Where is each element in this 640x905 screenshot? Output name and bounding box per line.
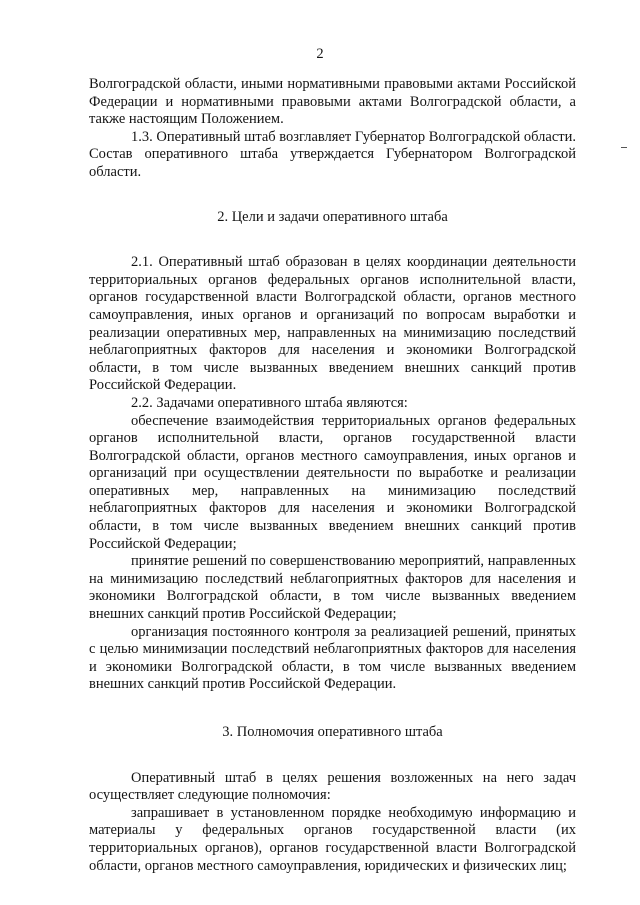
list-item-3-a: запрашивает в установленном порядке необходимую информацию и материалы у федеральных органов государственной власти (их территориальных органов), органов государственной власти Волгоградской области, органов местного самоуправления, юридических и физических лиц; bbox=[89, 804, 576, 874]
section-3-title: 3. Полномочия оперативного штаба bbox=[222, 724, 443, 740]
page-number: 2 bbox=[316, 46, 324, 62]
paragraph-2-1: 2.1. Оперативный штаб образован в целях координации деятельности территориальных органов федеральных органов исполнительной власти, органов государственной власти Волгоградской области, органов местного самоуправления, иных органов и организаций по вопросам выработки и реализации оперативных мер, направленных на минимизацию последствий неблагоприятных факторов для населения и экономики Волгоградской области, в том числе вызванных введением внешних санкций против Российской Федерации. bbox=[89, 254, 576, 394]
list-item-2-2-a: обеспечение взаимодействия территориальных органов федеральных органов исполнительной власти, органов государственной власти Волгоградской области, органов местного самоуправления, иных органов и организаций при осуществлении деятельности по выработке и реализации оперативных мер, направленных на минимизацию последствий неблагоприятных факторов для населения и экономики Волгоградской области, в том числе вызванных введением внешних санкций против Российской Федерации; bbox=[89, 412, 576, 552]
section-2-title: 2. Цели и задачи оперативного штаба bbox=[217, 208, 448, 225]
margin-tick bbox=[621, 147, 627, 148]
paragraph-3-intro: Оперативный штаб в целях решения возложенных на него задач осуществляет следующие полномочия: bbox=[89, 769, 576, 804]
paragraph-1-3: 1.3. Оперативный штаб возглавляет Губернатор Волгоградской области. Состав оперативного штаба утверждается Губернатором Волгоградской области. bbox=[89, 128, 577, 180]
list-item-2-2-b: принятие решений по совершенствованию мероприятий, направленных на минимизацию последствий неблагоприятных факторов для населения и экономики Волгоградской области, в том числе вызванных введением внешних санкций против Российской Федерации; bbox=[89, 553, 576, 623]
paragraph-continuation: Волгоградской области, иными нормативными правовыми актами Российской Федерации и нормативными правовыми актами Волгоградской области, а также настоящим Положением. bbox=[89, 76, 576, 128]
list-item-2-2-c: организация постоянного контроля за реализацией решений, принятых с целью минимизации последствий неблагоприятных факторов для населения и экономики Волгоградской области, в том числе вызванных введением внешних санкций против Российской Федерации. bbox=[89, 623, 576, 693]
paragraph-2-2: 2.2. Задачами оперативного штаба являются: bbox=[131, 394, 408, 411]
document-body bbox=[89, 76, 576, 875]
